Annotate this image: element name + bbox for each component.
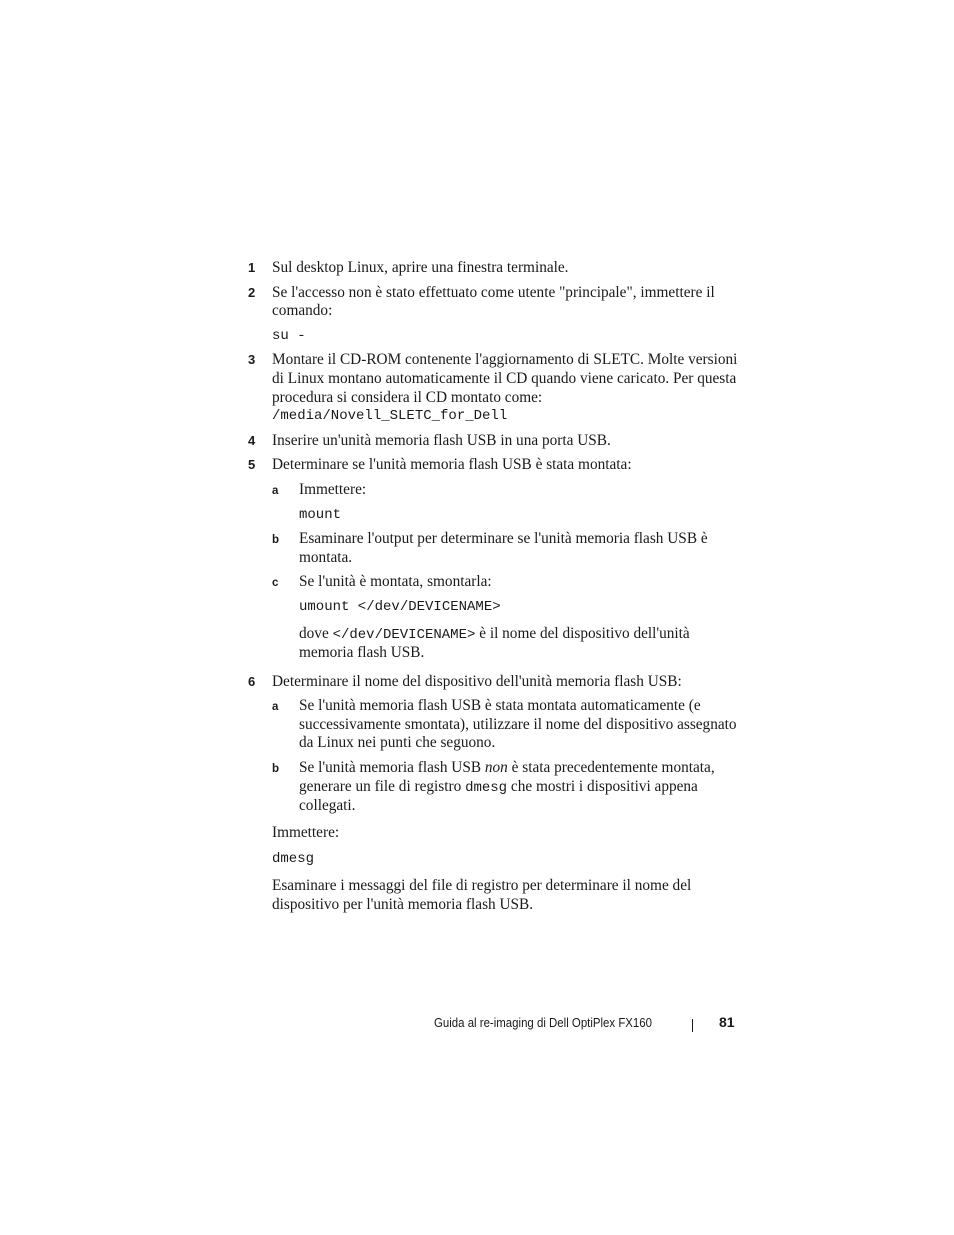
substeps	[272, 481, 740, 663]
footer-title: Guida al re-imaging di Dell OptiPlex FX160	[434, 1015, 653, 1030]
device-name-code: </dev/DEVICENAME>	[332, 626, 476, 643]
enter-label: Immettere:	[272, 823, 340, 841]
substep-c	[272, 573, 740, 662]
page-number: 81	[719, 1014, 735, 1030]
step-text: Montare il CD-ROM contenente l'aggiornamento di SLETC. Molte versioni di Linux montano automaticamente il CD quando viene caricato. Per questa procedura si considera il CD montato come:	[272, 351, 738, 406]
substep-a	[272, 697, 740, 753]
command-umount: umount </dev/DEVICENAME>	[299, 598, 501, 615]
dmesg-code: dmesg	[465, 779, 508, 796]
footer-separator	[692, 1019, 693, 1032]
page-footer	[434, 1014, 734, 1034]
substep-text: Esaminare l'output per determinare se l'unità memoria flash USB è montata.	[299, 530, 708, 566]
step-text: Sul desktop Linux, aprire una finestra terminale.	[272, 259, 569, 276]
step-text: Se l'accesso non è stato effettuato come utente "principale", immettere il comando:	[272, 283, 715, 320]
step-number: 4	[248, 432, 256, 448]
step-number: 2	[248, 284, 256, 300]
substep-letter: c	[272, 577, 279, 590]
substep-text: Immettere:	[299, 480, 367, 498]
step-2	[248, 284, 740, 346]
procedure	[248, 259, 740, 920]
step-number: 3	[248, 352, 256, 368]
substep-letter: a	[272, 701, 279, 714]
step-number: 6	[248, 673, 256, 689]
step-1	[248, 259, 740, 278]
step-5	[248, 456, 740, 662]
substep-letter: b	[272, 534, 280, 547]
emphasis-non: non	[484, 759, 508, 777]
substeps	[272, 697, 740, 816]
substep-text: Se l'unità memoria flash USB è stata montata automaticamente (e successivamente smontata), utilizzare il nome del dispositivo assegnato da Linux nei punti che seguono.	[299, 697, 737, 752]
command-dmesg: dmesg	[272, 851, 315, 868]
mount-path: /media/Novell_SLETC_for_Dell	[272, 408, 508, 425]
substep-b	[272, 530, 740, 567]
command-mount: mount	[299, 506, 342, 523]
substep-text: Se l'unità è montata, smontarla:	[299, 573, 492, 591]
step-text: Determinare il nome del dispositivo dell'unità memoria flash USB:	[272, 672, 682, 690]
step-number: 1	[248, 260, 256, 275]
step-4	[248, 432, 740, 451]
substep-b	[272, 759, 740, 816]
final-paragraph: Esaminare i messaggi del file di registro per determinare il nome del dispositivo per l'unità memoria flash USB.	[272, 877, 692, 913]
substep-letter: b	[272, 763, 280, 776]
substep-letter: a	[272, 484, 279, 497]
substep-a	[272, 481, 740, 524]
step-text: Inserire un'unità memoria flash USB in una porta USB.	[272, 431, 611, 449]
step-text: Determinare se l'unità memoria flash USB è stata montata:	[272, 456, 632, 474]
substep-text: Se l'unità memoria flash USB non è stata precedentemente montata, generare un file di registro dmesg che mostri i dispositivi appena collegati.	[299, 759, 715, 815]
device-note: dove </dev/DEVICENAME> è il nome del dispositivo dell'unità memoria flash USB.	[299, 624, 690, 662]
step-3	[248, 351, 740, 425]
step-6	[248, 673, 740, 915]
command-su: su -	[272, 327, 306, 344]
step-number: 5	[248, 457, 256, 473]
